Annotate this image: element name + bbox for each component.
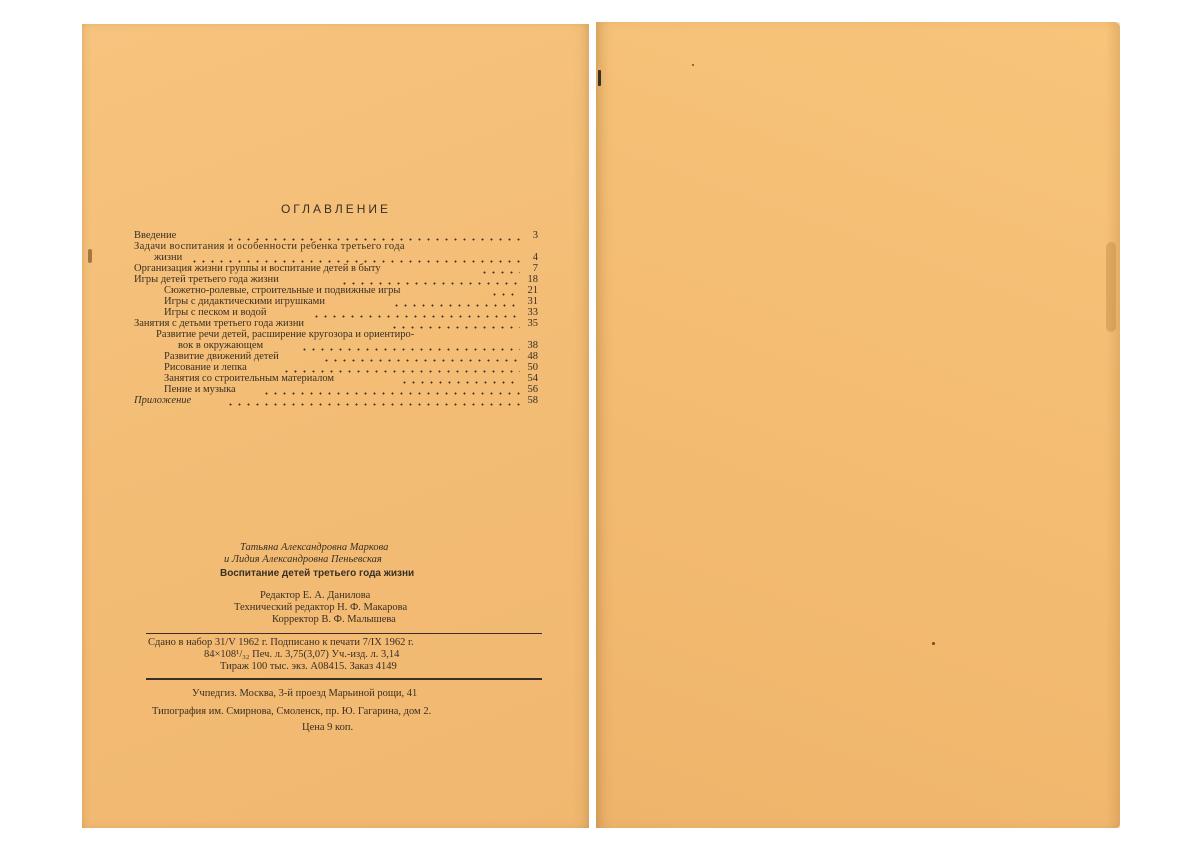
- page-speck: [932, 642, 935, 645]
- editor-credit: Редактор Е. А. Данилова: [260, 590, 371, 601]
- page-edge-shadow: [1106, 22, 1120, 828]
- toc-entry: [134, 340, 538, 351]
- toc-entry: [134, 263, 538, 274]
- toc-entry-label: Игры с песком и водой: [164, 307, 267, 318]
- toc-entry-label: Игры детей третьего года жизни: [134, 274, 279, 285]
- tech-editor-credit: Технический редактор Н. Ф. Макарова: [234, 602, 408, 613]
- toc-entry-label: Сюжетно-ролевые, строительные и подвижные игры: [164, 285, 401, 296]
- toc-leader-dots: [400, 373, 520, 384]
- toc-entry: [134, 307, 538, 318]
- toc-entry-label: Занятия со строительным материалом: [164, 373, 335, 384]
- toc-entry-label: Введение: [134, 230, 177, 241]
- toc-entry: [134, 318, 538, 329]
- toc-entry-page: 31: [527, 296, 538, 307]
- toc-leader-dots: [490, 285, 520, 296]
- page-stain: [1106, 242, 1116, 332]
- toc-entry: [134, 351, 538, 362]
- toc-leader-dots: [226, 230, 520, 241]
- toc-entry-page: 35: [527, 318, 538, 329]
- toc-entry-label: Развитие речи детей, расширение кругозора и ориентиро-: [156, 329, 415, 340]
- toc-entry-page: 7: [532, 263, 538, 274]
- toc-entry-page: 3: [532, 230, 538, 241]
- toc-entry-label: Организация жизни группы и воспитание детей в быту: [134, 263, 381, 274]
- toc-entry: [134, 329, 538, 340]
- toc-entry-page: 18: [527, 274, 538, 285]
- printer-address: Типография им. Смирнова, Смоленск, пр. Ю. Гагарина, дом 2.: [152, 706, 432, 717]
- print-details: Тираж 100 тыс. экз. А08415. Заказ 4149: [220, 661, 397, 672]
- left-page: [82, 24, 591, 828]
- toc-entry: [134, 296, 538, 307]
- print-details: 84×108¹/₃₂ Печ. л. 3,75(3,07) Уч.-изд. л. 3,14: [204, 649, 400, 660]
- page-stain: [88, 249, 92, 263]
- toc-entry: [134, 252, 538, 263]
- toc-entry-page: 54: [527, 373, 538, 384]
- toc-entry: [134, 274, 538, 285]
- author-name: и Лидия Александровна Пеньевская: [224, 554, 382, 565]
- toc-entry-page: 48: [527, 351, 538, 362]
- toc-leader-dots: [226, 395, 520, 406]
- book-title: Воспитание детей третьего года жизни: [220, 568, 415, 579]
- toc-entry-label: Развитие движений детей: [164, 351, 279, 362]
- toc-entry: [134, 395, 538, 406]
- toc-leader-dots: [190, 252, 520, 263]
- toc-leader-dots: [480, 263, 520, 274]
- toc-leader-dots: [312, 307, 520, 318]
- toc-entry: [134, 230, 538, 241]
- toc-entry: [134, 285, 538, 296]
- toc-entry-label: Занятия с детьми третьего года жизни: [134, 318, 305, 329]
- toc-leader-dots: [322, 351, 520, 362]
- divider: [146, 633, 542, 634]
- author-name: Татьяна Александровна Маркова: [240, 542, 389, 553]
- toc-leader-dots: [300, 340, 520, 351]
- toc-entry-page: 38: [527, 340, 538, 351]
- print-details: Сдано в набор 31/V 1962 г. Подписано к печати 7/IX 1962 г.: [148, 637, 414, 648]
- toc-entry: [134, 241, 538, 252]
- toc-entry-label: Рисование и лепка: [164, 362, 247, 373]
- toc-entry: [134, 373, 538, 384]
- toc-entry-label: жизни: [154, 252, 183, 263]
- toc-entry-label: вок в окружающем: [178, 340, 264, 351]
- toc-leader-dots: [262, 384, 520, 395]
- table-of-contents: [134, 202, 538, 406]
- toc-entry-page: 58: [527, 395, 538, 406]
- publisher-address: Учпедгиз. Москва, 3-й проезд Марьиной рощи, 41: [192, 688, 418, 699]
- toc-entry-page: 21: [527, 285, 538, 296]
- toc-entry-label: Приложение: [134, 395, 192, 406]
- proofreader-credit: Корректор В. Ф. Малышева: [272, 614, 396, 625]
- toc-leader-dots: [340, 274, 520, 285]
- spine-mark: [598, 70, 601, 86]
- right-page: [596, 22, 1120, 828]
- toc-title: ОГЛАВЛЕНИЕ: [280, 202, 392, 216]
- toc-entry-page: 50: [527, 362, 538, 373]
- page-speck: [692, 64, 694, 66]
- book-spread: [82, 24, 1120, 830]
- toc-entry-page: 33: [527, 307, 538, 318]
- toc-entry-label: Игры с дидактическими игрушками: [164, 296, 325, 307]
- toc-entry-page: 4: [532, 252, 538, 263]
- toc-entry: [134, 384, 538, 395]
- toc-leader-dots: [392, 296, 520, 307]
- toc-entry-label: Задачи воспитания и особенности ребенка третьего года: [134, 241, 405, 252]
- toc-entry: [134, 362, 538, 373]
- toc-leader-dots: [282, 362, 520, 373]
- toc-entry-label: Пение и музыка: [164, 384, 236, 395]
- toc-entry-page: 56: [527, 384, 538, 395]
- divider: [146, 678, 542, 680]
- toc-leader-dots: [390, 318, 520, 329]
- price: Цена 9 коп.: [302, 722, 354, 733]
